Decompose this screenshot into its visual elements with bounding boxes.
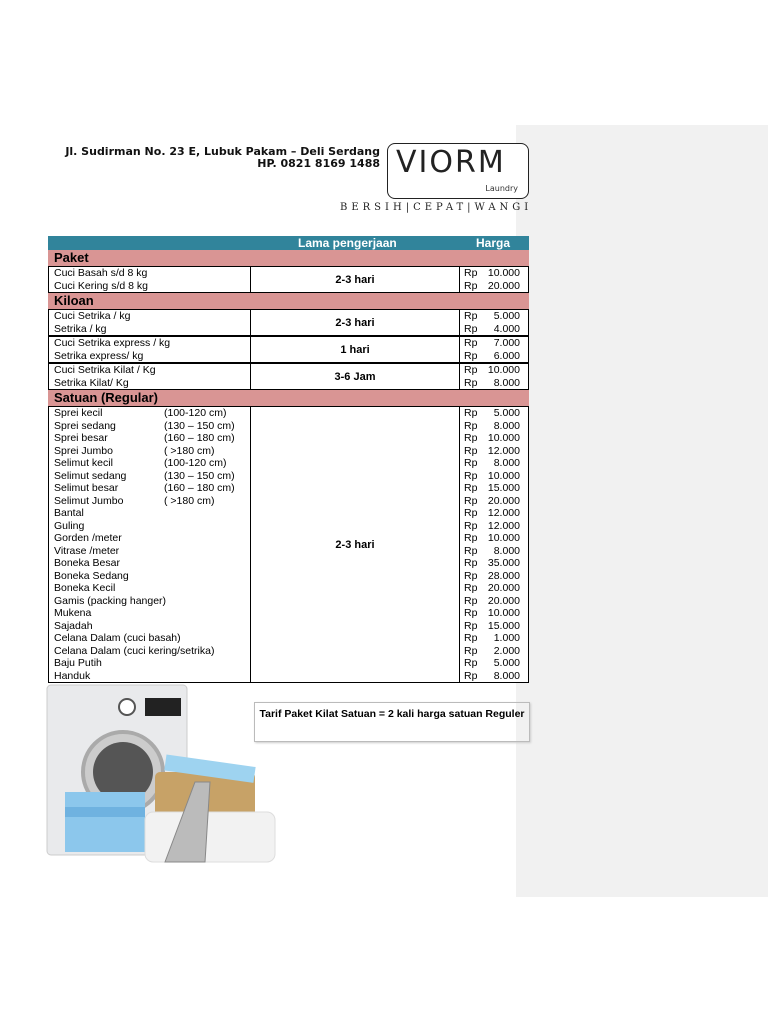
item-name: Selimut besar xyxy=(54,482,119,494)
col-time-header: Lama pengerjaan xyxy=(298,236,397,250)
item-size: (130 – 150 cm) xyxy=(164,469,235,482)
item-price xyxy=(464,267,520,280)
item-name: Cuci Basah s/d 8 kg xyxy=(54,267,148,279)
currency: Rp xyxy=(464,632,478,644)
currency: Rp xyxy=(464,349,478,362)
item-name: Baju Putih xyxy=(54,657,102,669)
table-group xyxy=(48,363,529,390)
item-row xyxy=(54,310,250,323)
item-names xyxy=(49,364,251,389)
item-price xyxy=(464,420,520,433)
item-name: Setrika express/ kg xyxy=(54,349,144,362)
currency: Rp xyxy=(464,432,478,444)
currency: Rp xyxy=(464,469,478,482)
item-name: Gorden /meter xyxy=(54,532,122,544)
table-group xyxy=(48,406,529,683)
item-name: Setrika / kg xyxy=(54,322,107,335)
price-value: 6.000 xyxy=(493,349,520,362)
currency: Rp xyxy=(464,482,478,494)
item-row xyxy=(54,350,250,363)
item-size: (160 – 180 cm) xyxy=(164,432,235,444)
currency: Rp xyxy=(464,310,478,322)
item-row xyxy=(54,595,250,608)
item-row xyxy=(54,470,250,483)
item-row xyxy=(54,545,250,558)
item-name: Boneka Besar xyxy=(54,557,120,569)
item-row xyxy=(54,267,250,280)
item-price xyxy=(464,432,520,445)
item-price xyxy=(464,595,520,608)
table-group xyxy=(48,309,529,336)
item-row xyxy=(54,670,250,683)
price-value: 8.000 xyxy=(493,544,520,557)
item-size: (160 – 180 cm) xyxy=(164,482,235,494)
item-name: Boneka Sedang xyxy=(54,569,129,582)
processing-time: 2-3 hari xyxy=(251,310,460,335)
price-value: 10.000 xyxy=(487,532,520,544)
price-value: 10.000 xyxy=(487,607,520,619)
currency: Rp xyxy=(464,669,478,682)
item-name: Gamis (packing hanger) xyxy=(54,594,167,607)
item-name: Cuci Setrika / kg xyxy=(54,310,131,322)
table-group xyxy=(48,336,529,363)
price-value: 7.000 xyxy=(493,337,520,349)
address: Jl. Sudirman No. 23 E, Lubuk Pakam – Deli Serdang xyxy=(65,145,380,158)
item-row xyxy=(54,482,250,495)
item-name: Setrika Kilat/ Kg xyxy=(54,376,129,389)
price-value: 8.000 xyxy=(493,669,520,682)
item-price xyxy=(464,337,520,350)
item-row xyxy=(54,457,250,470)
currency: Rp xyxy=(464,337,478,349)
item-row xyxy=(54,337,250,350)
item-name: Selimut kecil xyxy=(54,457,113,469)
item-row xyxy=(54,323,250,336)
logo-sub: Laundry xyxy=(485,184,518,193)
item-row xyxy=(54,495,250,508)
item-price xyxy=(464,545,520,558)
item-prices xyxy=(460,267,528,292)
item-prices xyxy=(460,337,528,362)
price-value: 5.000 xyxy=(493,310,520,322)
item-name: Sprei kecil xyxy=(54,407,103,419)
table-header xyxy=(48,236,529,250)
item-row xyxy=(54,582,250,595)
item-price xyxy=(464,532,520,545)
item-name: Sprei sedang xyxy=(54,419,116,432)
item-names xyxy=(49,407,251,682)
item-row xyxy=(54,657,250,670)
currency: Rp xyxy=(464,407,478,419)
item-row xyxy=(54,364,250,377)
price-value: 12.000 xyxy=(487,444,520,457)
item-price xyxy=(464,507,520,520)
item-price xyxy=(464,620,520,633)
item-size: ( >180 cm) xyxy=(164,494,215,507)
item-name: Celana Dalam (cuci basah) xyxy=(54,632,181,644)
currency: Rp xyxy=(464,607,478,619)
item-price xyxy=(464,377,520,390)
price-value: 8.000 xyxy=(493,376,520,389)
processing-time: 3-6 Jam xyxy=(251,364,460,389)
item-row xyxy=(54,645,250,658)
table-group xyxy=(48,266,529,293)
price-value: 15.000 xyxy=(487,482,520,494)
item-price xyxy=(464,495,520,508)
item-prices xyxy=(460,364,528,389)
currency: Rp xyxy=(464,594,478,607)
item-row xyxy=(54,445,250,458)
item-price xyxy=(464,323,520,336)
currency: Rp xyxy=(464,532,478,544)
price-value: 20.000 xyxy=(487,594,520,607)
item-row xyxy=(54,557,250,570)
section-header: Paket xyxy=(48,250,529,266)
item-price xyxy=(464,280,520,293)
currency: Rp xyxy=(464,364,478,376)
item-names xyxy=(49,337,251,362)
col-price-header: Harga xyxy=(476,236,511,250)
currency: Rp xyxy=(464,544,478,557)
item-price xyxy=(464,350,520,363)
item-price xyxy=(464,457,520,470)
price-value: 5.000 xyxy=(493,657,520,669)
item-row xyxy=(54,532,250,545)
processing-time: 1 hari xyxy=(251,337,460,362)
currency: Rp xyxy=(464,419,478,432)
item-name: Sajadah xyxy=(54,619,93,632)
item-price xyxy=(464,310,520,323)
item-name: Sprei Jumbo xyxy=(54,444,113,457)
currency: Rp xyxy=(464,619,478,632)
price-value: 10.000 xyxy=(487,267,520,279)
item-row xyxy=(54,620,250,633)
currency: Rp xyxy=(464,322,478,335)
item-size: (130 – 150 cm) xyxy=(164,419,235,432)
currency: Rp xyxy=(464,569,478,582)
logo-text: VIORM xyxy=(396,145,506,180)
note-box: Tarif Paket Kilat Satuan = 2 kali harga satuan Reguler xyxy=(254,702,530,742)
currency: Rp xyxy=(464,494,478,507)
item-name: Sprei besar xyxy=(54,432,108,444)
item-name: Guling xyxy=(54,519,85,532)
price-table xyxy=(48,236,529,683)
item-name: Vitrase /meter xyxy=(54,544,120,557)
currency: Rp xyxy=(464,457,478,469)
item-name: Boneka Kecil xyxy=(54,582,116,594)
currency: Rp xyxy=(464,267,478,279)
address-block xyxy=(65,146,380,170)
item-price xyxy=(464,670,520,683)
item-price xyxy=(464,364,520,377)
item-price xyxy=(464,407,520,420)
item-price xyxy=(464,632,520,645)
item-size: (100-120 cm) xyxy=(164,407,227,419)
price-value: 8.000 xyxy=(493,457,520,469)
item-price xyxy=(464,470,520,483)
currency: Rp xyxy=(464,519,478,532)
item-name: Cuci Kering s/d 8 kg xyxy=(54,279,148,292)
item-row xyxy=(54,377,250,390)
item-size: ( >180 cm) xyxy=(164,444,215,457)
phone: HP. 0821 8169 1488 xyxy=(257,157,380,170)
price-value: 20.000 xyxy=(487,582,520,594)
item-size: (100-120 cm) xyxy=(164,457,227,469)
price-value: 2.000 xyxy=(493,644,520,657)
currency: Rp xyxy=(464,507,478,519)
item-name: Selimut Jumbo xyxy=(54,494,124,507)
section-header: Satuan (Regular) xyxy=(48,390,529,406)
item-price xyxy=(464,520,520,533)
item-price xyxy=(464,557,520,570)
item-name: Mukena xyxy=(54,607,92,619)
item-price xyxy=(464,445,520,458)
item-prices xyxy=(460,310,528,335)
price-value: 10.000 xyxy=(487,364,520,376)
price-value: 12.000 xyxy=(487,507,520,519)
tagline: BERSIH|CEPAT|WANGI xyxy=(340,202,533,213)
price-value: 5.000 xyxy=(493,407,520,419)
logo xyxy=(387,143,529,199)
item-row xyxy=(54,520,250,533)
price-value: 10.000 xyxy=(487,469,520,482)
item-row xyxy=(54,280,250,293)
price-value: 20.000 xyxy=(487,279,520,292)
currency: Rp xyxy=(464,657,478,669)
item-price xyxy=(464,657,520,670)
item-name: Selimut sedang xyxy=(54,469,127,482)
item-name: Cuci Setrika Kilat / Kg xyxy=(54,364,156,376)
item-row xyxy=(54,632,250,645)
laundry-illustration xyxy=(45,682,290,872)
item-price xyxy=(464,607,520,620)
item-row xyxy=(54,432,250,445)
item-price xyxy=(464,582,520,595)
side-panel xyxy=(516,125,768,897)
item-name: Bantal xyxy=(54,507,84,519)
item-price xyxy=(464,645,520,658)
price-value: 8.000 xyxy=(493,419,520,432)
price-value: 20.000 xyxy=(487,494,520,507)
currency: Rp xyxy=(464,444,478,457)
item-row xyxy=(54,507,250,520)
processing-time: 2-3 hari xyxy=(251,407,460,682)
section-header: Kiloan xyxy=(48,293,529,309)
item-row xyxy=(54,607,250,620)
item-names xyxy=(49,310,251,335)
currency: Rp xyxy=(464,279,478,292)
processing-time: 2-3 hari xyxy=(251,267,460,292)
currency: Rp xyxy=(464,582,478,594)
price-value: 12.000 xyxy=(487,519,520,532)
item-row xyxy=(54,570,250,583)
item-name: Handuk xyxy=(54,669,91,682)
item-price xyxy=(464,482,520,495)
price-value: 35.000 xyxy=(487,557,520,569)
item-name: Celana Dalam (cuci kering/setrika) xyxy=(54,644,215,657)
price-value: 1.000 xyxy=(493,632,520,644)
item-row xyxy=(54,407,250,420)
item-names xyxy=(49,267,251,292)
item-name: Cuci Setrika express / kg xyxy=(54,337,171,349)
item-row xyxy=(54,420,250,433)
item-prices xyxy=(460,407,528,682)
item-price xyxy=(464,570,520,583)
price-value: 10.000 xyxy=(487,432,520,444)
price-value: 28.000 xyxy=(487,569,520,582)
currency: Rp xyxy=(464,644,478,657)
price-value: 4.000 xyxy=(493,322,520,335)
currency: Rp xyxy=(464,376,478,389)
currency: Rp xyxy=(464,557,478,569)
price-value: 15.000 xyxy=(487,619,520,632)
